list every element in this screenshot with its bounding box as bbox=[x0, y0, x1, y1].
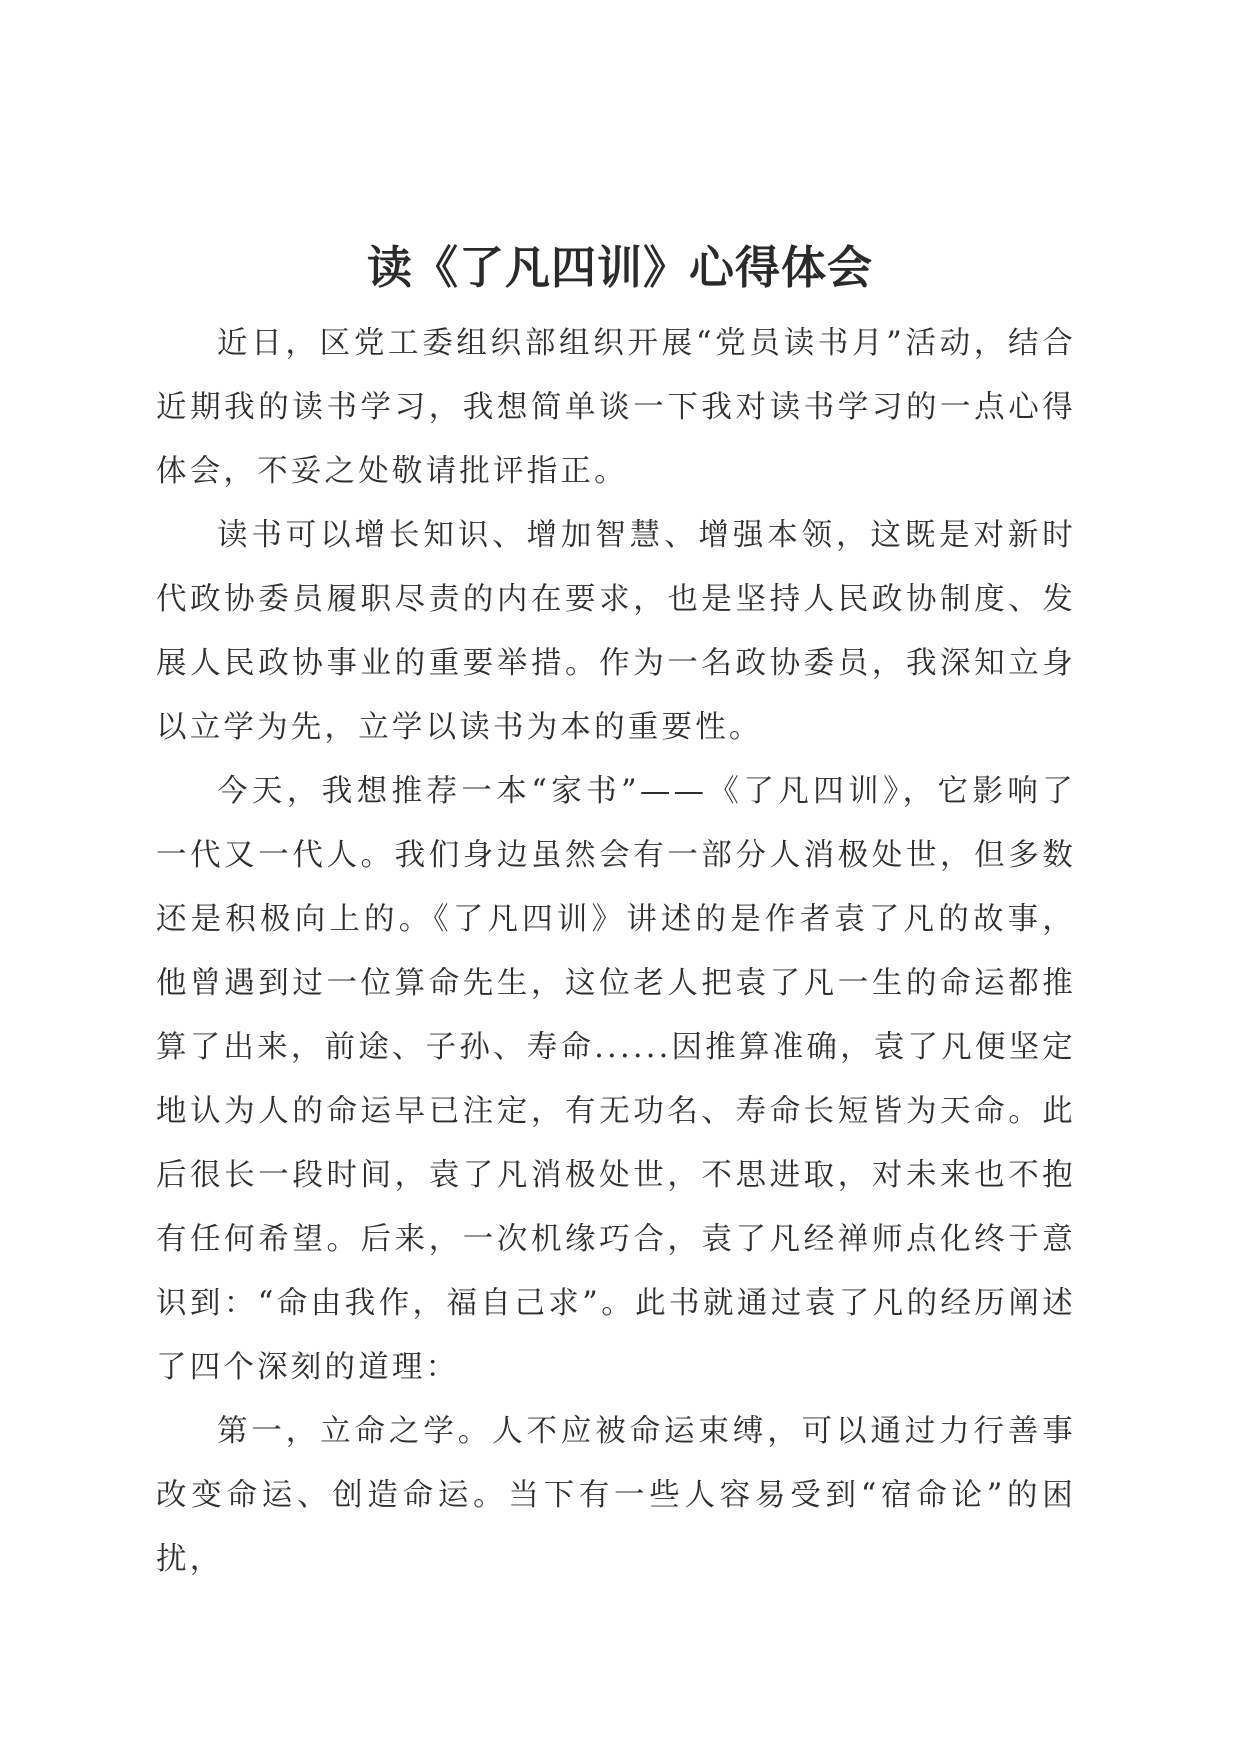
paragraph: 第一，立命之学。人不应被命运束缚，可以通过力行善事改变命运、创造命运。当下有一些人容易受到“宿命论”的困扰， bbox=[156, 1414, 1076, 1577]
paragraph: 读书可以增长知识、增加智慧、增强本领，这既是对新时代政协委员履职尽责的内在要求，也是坚持人民政协制度、发展人民政协事业的重要举措。作为一名政协委员，我深知立身以立学为先，立学以读书为本的重要性。 bbox=[156, 518, 1076, 745]
document-title: 读《了凡四训》心得体会 bbox=[366, 241, 873, 295]
document-body bbox=[156, 312, 1076, 1592]
paragraph: 今天，我想推荐一本“家书”——《了凡四训》，它影响了一代又一代人。我们身边虽然会有一部分人消极处世，但多数还是积极向上的。《了凡四训》讲述的是作者袁了凡的故事，他曾遇到过一位算命先生，这位老人把袁了凡一生的命运都推算了出来，前途、子孙、寿命......因推算准确，袁了凡便坚定地认为人的命运早已注定，有无功名、寿命长短皆为天命。此后很长一段时间，袁了凡消极处世，不思进取，对未来也不抱有任何希望。后来，一次机缘巧合，袁了凡经禅师点化终于意识到：“命由我作，福自己求”。此书就通过袁了凡的经历阐述了四个深刻的道理： bbox=[156, 774, 1076, 1385]
paragraph: 近日，区党工委组织部组织开展“党员读书月”活动，结合近期我的读书学习，我想简单谈一下我对读书学习的一点心得体会，不妥之处敬请批评指正。 bbox=[156, 326, 1076, 489]
